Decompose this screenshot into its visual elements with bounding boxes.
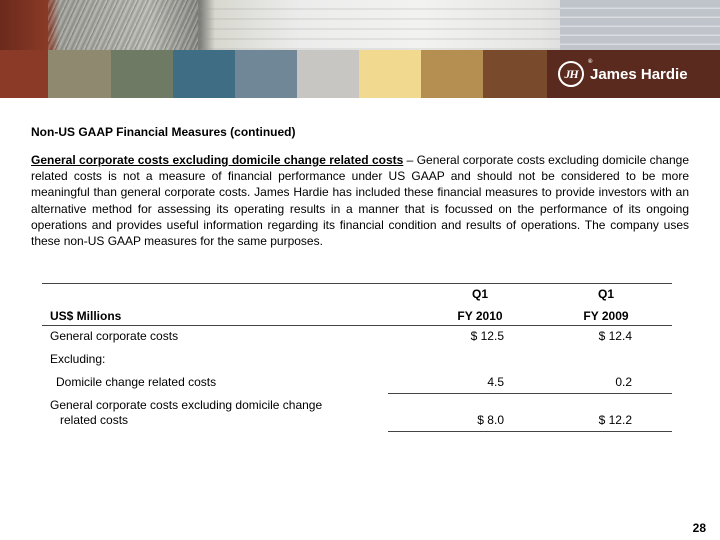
color-swatch <box>483 50 547 98</box>
paragraph-lead: General corporate costs excluding domicile change related costs <box>31 153 404 167</box>
row-value-fy2010: $ 8.0 <box>477 413 504 427</box>
row-value-fy2009: 0.2 <box>615 375 632 389</box>
row-value-fy2010: 4.5 <box>487 375 504 389</box>
page-heading: Non-US GAAP Financial Measures (continued) <box>31 125 296 139</box>
page-number: 28 <box>692 521 706 535</box>
paragraph-body: – General corporate costs excluding domicile change related costs is not a measure of financial performance under US GAAP and should not be considered to be more meaningful than general corporate costs. James Hardie has included these financial measures to provide investors with an alternative method for assessing its operating results in a manner that is focussed on the performance of its ongoing operations and provides useful information regarding its financial condition and results of operations. The company uses these non-US GAAP measures for the same purposes. <box>31 153 689 249</box>
company-logo <box>547 50 720 98</box>
color-swatch <box>235 50 297 98</box>
table-unit-label: US$ Millions <box>50 309 122 323</box>
logo-text: James Hardie <box>590 65 688 83</box>
row-label-domicile-costs: Domicile change related costs <box>56 375 217 389</box>
row-label-excluding: Excluding: <box>50 352 106 366</box>
row-value-fy2009: $ 12.2 <box>598 413 632 427</box>
color-swatch <box>111 50 173 98</box>
logo-mark-icon: JH ® <box>558 61 584 87</box>
table-bottom-rule <box>388 431 672 432</box>
row-label-costs-excluding: General corporate costs excluding domicile change <box>50 398 323 412</box>
header-banner <box>0 0 720 98</box>
color-swatch <box>0 50 48 98</box>
color-swatch <box>297 50 359 98</box>
color-swatch <box>48 50 111 98</box>
col1-header-bottom: FY 2010 <box>457 309 503 323</box>
row-label-general-costs: General corporate costs <box>50 329 179 343</box>
header-photo-trees <box>48 0 198 50</box>
header-photo <box>0 0 720 50</box>
color-swatch <box>359 50 421 98</box>
header-photo-roof <box>560 0 720 50</box>
row-label-costs-excluding-line2: related costs <box>60 413 129 427</box>
row-value-fy2009: $ 12.4 <box>598 329 632 343</box>
color-swatch <box>173 50 235 98</box>
col2-header-top: Q1 <box>597 287 614 301</box>
table-header-rule <box>42 325 672 326</box>
description-paragraph <box>31 152 689 249</box>
table-top-rule <box>42 283 672 284</box>
col2-header-bottom: FY 2009 <box>583 309 629 323</box>
registered-mark: ® <box>588 59 592 65</box>
row-value-fy2010: $ 12.5 <box>470 329 504 343</box>
table-subtotal-rule <box>388 393 672 394</box>
col1-header-top: Q1 <box>471 287 488 301</box>
color-swatch <box>421 50 483 98</box>
